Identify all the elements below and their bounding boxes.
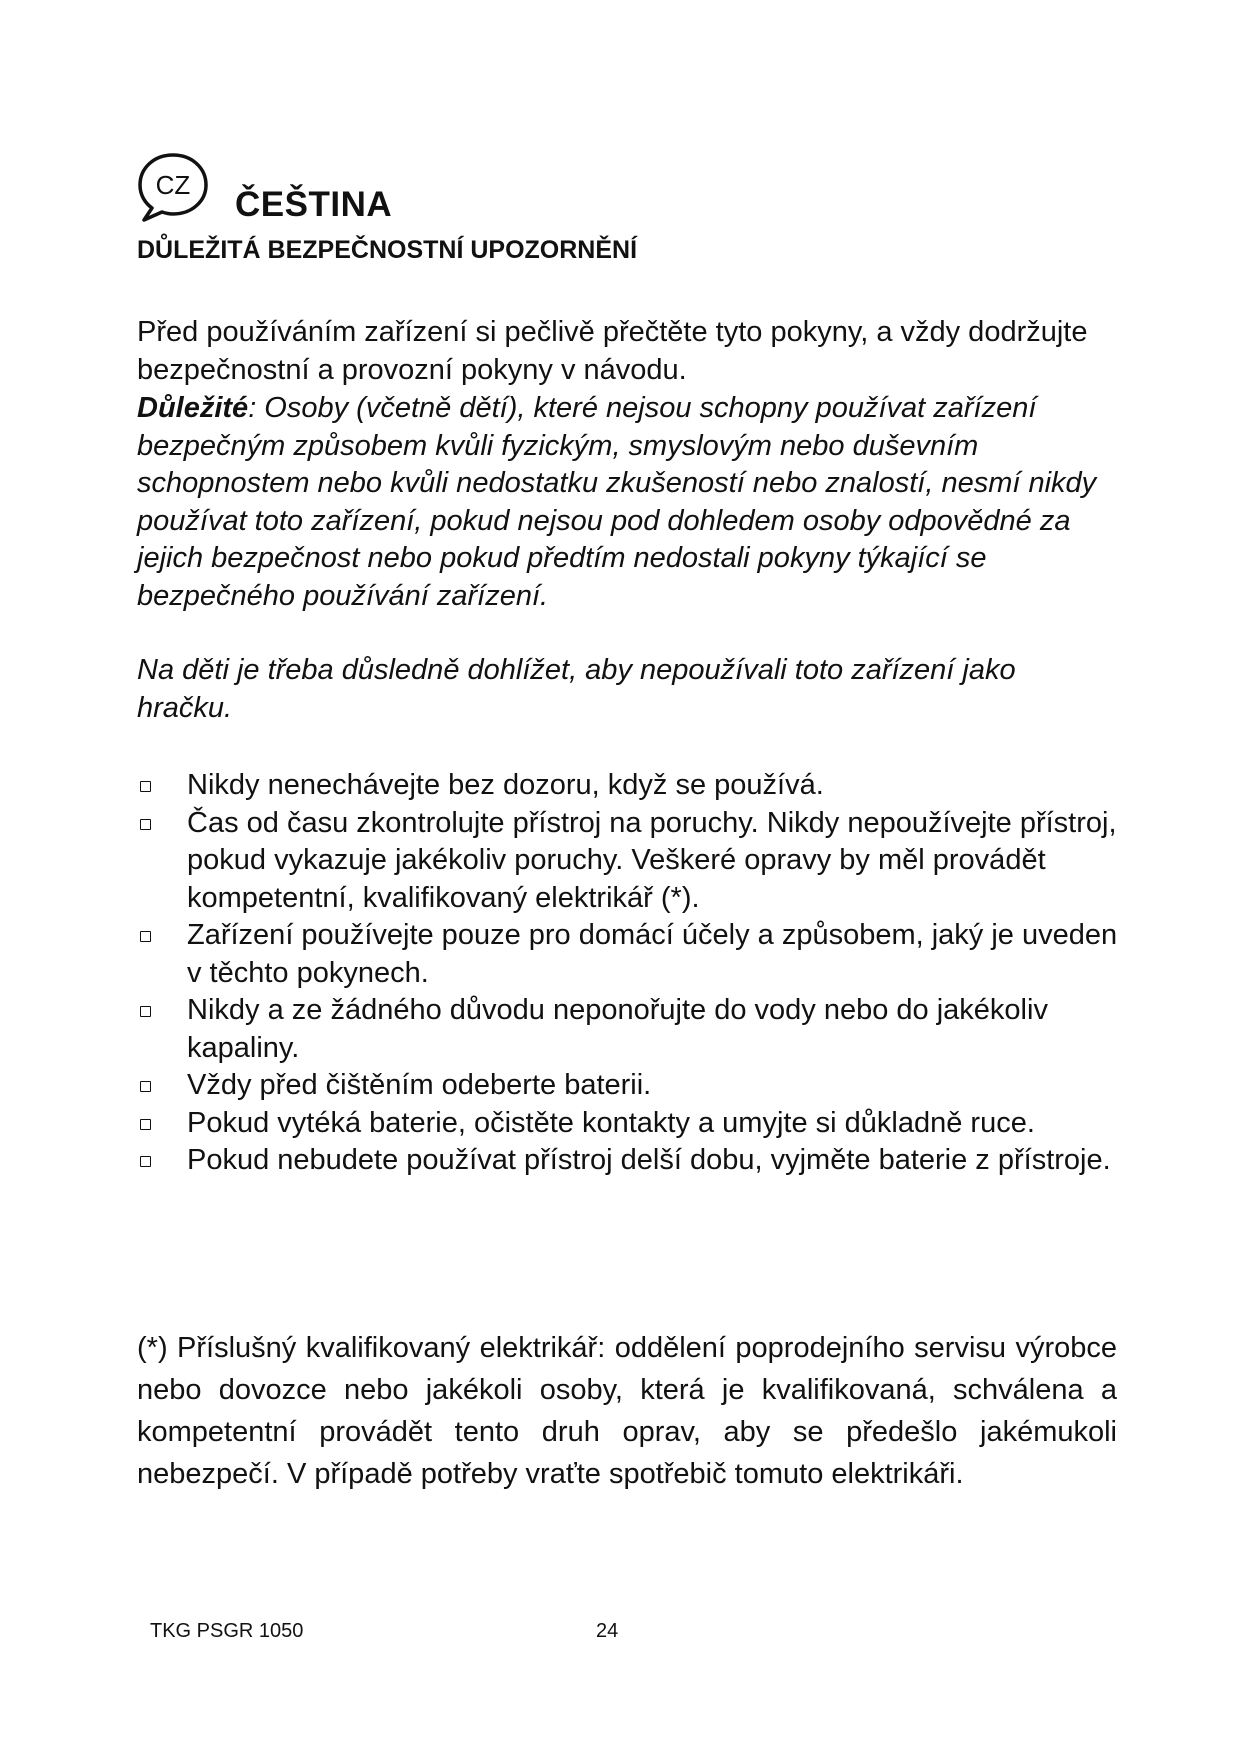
checkbox-bullet-icon [140, 1081, 151, 1092]
list-item: Pokud nebudete používat přístroj delší dobu, vyjměte baterie z přístroje. [137, 1142, 1127, 1180]
checkbox-bullet-icon [140, 781, 151, 792]
footer-model: TKG PSGR 1050 [150, 1620, 304, 1642]
warning-text: : Osoby (včetně dětí), které nejsou schopny používat zařízení bezpečným způsobem kvůli fyzickým, smyslovým nebo duševním schopnostem nebo kvůli nedostatku zkušeností nebo znalostí, nesmí nikdy používat toto zařízení, pokud nejsou pod dohledem osoby odpovědné za jejich bezpečnost nebo pokud předtím nedostali pokyny týkající se bezpečného používání zařízení. [137, 392, 1097, 612]
list-item: Nikdy nenechávejte bez dozoru, když se používá. [137, 767, 1127, 805]
list-item: Nikdy a ze žádného důvodu neponořujte do vody nebo do jakékoliv kapaliny. [137, 992, 1127, 1067]
warning-paragraph [137, 390, 1117, 615]
speech-bubble-language-icon [134, 150, 212, 226]
safety-list [137, 767, 1127, 1180]
badge-text: CZ [155, 170, 191, 200]
checkbox-bullet-icon [140, 1119, 151, 1130]
section-title: DŮLEŽITÁ BEZPEČNOSTNÍ UPOZORNĚNÍ [137, 236, 638, 264]
footnote-paragraph: (*) Příslušný kvalifikovaný elektrikář: oddělení poprodejního servisu výrobce nebo dovozce nebo jakékoli osoby, která je kvalifikovaná, schválena a kompetentní provádět tento druh oprav, aby se předešlo jakémukoli nebezpečí. V případě potřeby vraťte spotřebič tomuto elektrikáři. [137, 1332, 1117, 1490]
language-title: ČEŠTINA [235, 185, 393, 224]
checkbox-bullet-icon [140, 1156, 151, 1167]
list-item: Pokud vytéká baterie, očistěte kontakty a umyjte si důkladně ruce. [137, 1105, 1127, 1143]
warning-label: Důležité [137, 392, 249, 424]
checkbox-bullet-icon [140, 1006, 151, 1017]
page-number: 24 [596, 1620, 619, 1642]
list-item: Zařízení používejte pouze pro domácí účely a způsobem, jaký je uveden v těchto pokynech. [137, 917, 1127, 992]
checkbox-bullet-icon [140, 819, 151, 830]
checkbox-bullet-icon [140, 931, 151, 942]
list-item: Čas od času zkontrolujte přístroj na poruchy. Nikdy nepoužívejte přístroj, pokud vykazuje jakékoliv poruchy. Veškeré opravy by měl provádět kompetentní, kvalifikovaný elektrikář (*). [137, 805, 1127, 918]
list-item: Vždy před čištěním odeberte baterii. [137, 1067, 1127, 1105]
children-note: Na děti je třeba důsledně dohlížet, aby nepoužívali toto zařízení jako hračku. [137, 654, 1016, 724]
intro-paragraph: Před používáním zařízení si pečlivě přečtěte tyto pokyny, a vždy dodržujte bezpečnostní a provozní pokyny v návodu. [137, 316, 1088, 386]
